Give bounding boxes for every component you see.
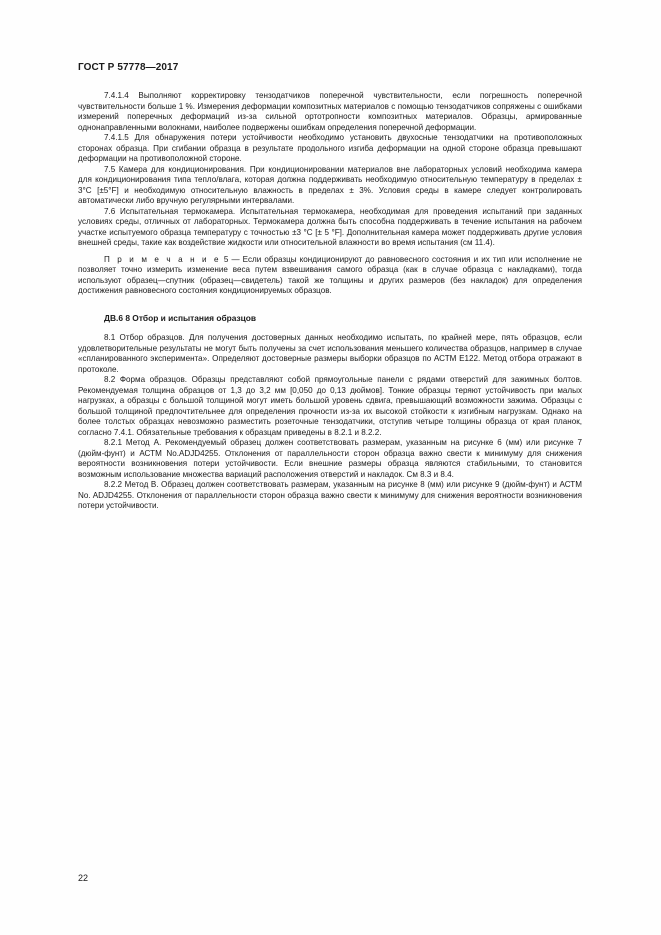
standard-header: ГОСТ Р 57778—2017: [78, 62, 179, 73]
paragraph-8-1: 8.1 Отбор образцов. Для получения достоверных данных необходимо испытать, по крайней мере, пять образцов, если удовлетворительные результаты не могут быть получены за счет использования меньшего количества образцов, например в случае «спланированного эксперимента». Определяют достоверные размеры выборки образцов по АСТМ Е122. Метод отбора отражают в протоколе.: [78, 333, 582, 374]
paragraph-8-2-2: 8.2.2 Метод В. Образец должен соответствовать размерам, указанным на рисунке 8 (мм) или рисунке 9 (дюйм-фунт) и АСТМ No. ADJD4255. Отклонения от параллельности сторон образца важно свести к минимуму для снижения вероятности возникновения потери устойчивости.: [78, 480, 582, 510]
document-body: [78, 91, 582, 512]
paragraph-7-6: 7.6 Испытательная термокамера. Испытательная термокамера, необходимая для проведения испытаний при заданных условиях среды, отличных от лабораторных. Термокамера должна быть способна поддерживать в течение испытания на рабочем участке испытуемого образца температуру с точностью ±3 °С [± 5 °F]. Дополнительная камера может поддерживать другие условия внешней среды, такие как воздействие жидкости или относительной влажности во время испытания (см 11.4).: [78, 206, 582, 247]
note-label: П р и м е ч а н и е: [104, 254, 221, 264]
paragraph-7-5: 7.5 Камера для кондиционирования. При кондиционировании материалов вне лабораторных условий необходима камера для кондиционирования типа тепло/влага, которая должна поддерживать необходимую относительную температуру в пределах ± 3°С [±5°F] и необходимую относительную влажность в пределах ± 3%. Условия среды в камере следует контролировать автоматически либо вручную регулярными интервалами.: [78, 164, 582, 205]
note-text: 5 — Если образцы кондиционируют до равновесного состояния и их тип или исполнение не позволяет точно измерить изменение веса путем взвешивания самого образца (как в случае образца с накладками), тогда используют образец—спутник (образец—свидетель) такой же толщины и других размеров (без накладок) для определения достижения равновесного состояния кондиционируемых образцов.: [78, 254, 582, 295]
paragraph-8-2: 8.2 Форма образцов. Образцы представляют собой прямоугольные панели с рядами отверстий для зажимных болтов. Рекомендуемая толщина образцов от 1,3 до 3,2 мм [0,050 до 0,13 дюймов]. Тонкие образцы теряют устойчивость при малых нагрузках, а образцы с большой толщиной могут иметь большой уровень сдвига, превышающий возможности зажима. Образцы с большой толщиной предпочтительнее для определения прочности из-за их высокой стойкости к изгибным нагрузкам. Однако на более толстых образцах невозможно разместить розеточные тензодатчики, отступив четыре толщины образца от края планок, согласно 7.4.1. Обязательные требования к образцам приведены в 8.2.1 и 8.2.2.: [78, 375, 582, 437]
note-5: [78, 255, 582, 297]
paragraph-7-4-1-5: 7.4.1.5 Для обнаружения потери устойчивости необходимо установить двухосные тензодатчики на противоположных сторонах образца. При сгибании образца в результате продольного изгиба деформации на одной стороне образца превышают деформации на противоположной стороне.: [78, 133, 582, 163]
section-title: ДВ.6 8 Отбор и испытания образцов: [104, 312, 257, 323]
page-number: 22: [78, 873, 89, 883]
paragraph-7-4-1-4: 7.4.1.4 Выполняют корректировку тензодатчиков поперечной чувствительности, если погрешность поперечной чувствительности больше 1 %. Измерения деформации композитных материалов с помощью тензодатчиков сопряжены с ошибками измерений поперечных деформаций из-за сильной ортотропности композитных материалов. Образцы, армированные однонаправленными волокнами, наиболее подвержены ошибкам определения поперечной деформации.: [78, 91, 582, 132]
paragraph-8-2-1: 8.2.1 Метод А. Рекомендуемый образец должен соответствовать размерам, указанным на рисунке 6 (мм) или рисунке 7 (дюйм-фунт) и АСТМ No.ADJD4255. Отклонения от параллельности сторон образца важно свести к минимуму для снижения вероятности возникновения потери устойчивости. Если внешние размеры образца являются стабильными, то становится возможным использование множества вариаций расположения отверстий и накладок. См 8.3 и 8.4.: [78, 438, 582, 479]
